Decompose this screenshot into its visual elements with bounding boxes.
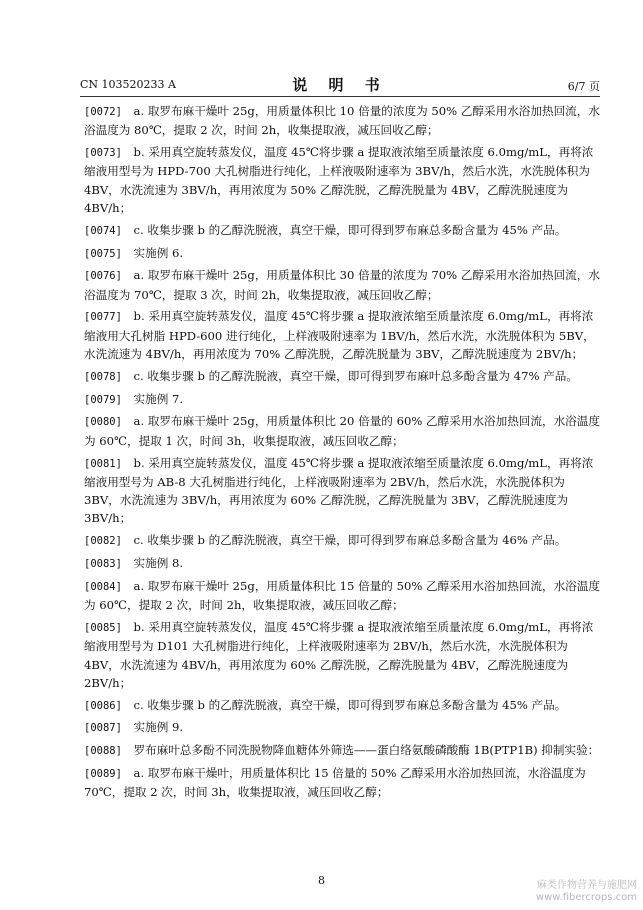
watermark-line-2: www.fibercrops.com xyxy=(535,892,637,903)
page-number: 8 xyxy=(318,874,325,887)
paragraph-number: [0075] xyxy=(84,247,122,260)
paragraph-number: [0077] xyxy=(84,311,122,324)
watermark-line-1: 麻类作物营养与施肥网 xyxy=(537,880,637,891)
paragraph-text: b. 采用真空旋转蒸发仪，温度 45℃将步骤 a 提取液浓缩至质量浓度 6.0mg/mL，再将浓缩液用型号为 AB-8 大孔树脂进行纯化，上样液吸附速率为 2BV/h，然后水洗，水洗脱体积为 3BV，水洗流速为 3BV/h，再用浓度为 60% 乙醇洗脱，乙醇洗脱量为 3BV，乙醇洗脱速度为 3BV/h； xyxy=(84,455,594,526)
paragraph-text: b. 采用真空旋转蒸发仪，温度 45℃将步骤 a 提取液浓缩至质量浓度 6.0mg/mL，再将浓缩液用型号为 HPD-700 大孔树脂进行纯化，上样液吸附速率为 3BV/h，然后水洗，水洗脱体积为 4BV，水洗流速为 3BV/h，再用浓度为 50% 乙醇洗脱，乙醇洗脱量为 4BV，乙醇洗脱速度为 4BV/h； xyxy=(84,145,594,215)
watermark xyxy=(536,880,637,904)
patent-number: CN 103520233 A xyxy=(80,78,176,91)
paragraph xyxy=(84,367,600,386)
paragraph-text: 实施例 6. xyxy=(133,245,184,260)
paragraph-text: c. 收集步骤 b 的乙醇洗脱液，真空干燥，即可得到罗布麻总多酚含量为 46% 产品。 xyxy=(133,533,567,548)
paragraph xyxy=(84,718,600,737)
paragraph xyxy=(84,390,600,409)
paragraph-text: a. 取罗布麻干燥叶 25g，用质量体积比 20 倍量的 60% 乙醇采用水浴加热回流，水浴温度为 60℃，提取 1 次，时间 3h，收集提取液，减压回收乙醇； xyxy=(84,414,600,448)
document-title: 说 明 书 xyxy=(292,76,388,94)
paragraph-text: 实施例 7. xyxy=(133,391,184,406)
paragraph-number: [0083] xyxy=(84,558,122,571)
paragraph xyxy=(84,244,600,263)
paragraph-text: a. 取罗布麻干燥叶，用质量体积比 15 倍量的 50% 乙醇采用水浴加热回流，水浴温度为 70℃，提取 2 次，时间 3h，收集提取液，减压回收乙醇； xyxy=(84,766,586,800)
paragraph xyxy=(84,307,600,363)
paragraph-text: c. 收集步骤 b 的乙醇洗脱液，真空干燥，即可得到罗布麻叶总多酚含量为 47% 产品。 xyxy=(133,368,578,383)
paragraph xyxy=(84,102,600,140)
document-body xyxy=(84,102,600,805)
page-info: 6/7 页 xyxy=(567,80,600,93)
paragraph xyxy=(84,764,600,802)
paragraph-number: [0084] xyxy=(84,580,122,593)
paragraph xyxy=(84,221,600,240)
paragraph xyxy=(84,696,600,715)
paragraph-number: [0073] xyxy=(84,147,122,160)
paragraph xyxy=(84,143,600,217)
paragraph-text: a. 取罗布麻干燥叶 25g，用质量体积比 30 倍量的浓度为 70% 乙醇采用水浴加热回流，水浴温度为 70℃，提取 3 次，时间 2h，收集提取液，减压回收乙醇； xyxy=(84,268,600,302)
paragraph-text: c. 收集步骤 b 的乙醇洗脱液，真空干燥，即可得到罗布麻总多酚含量为 45% 产品。 xyxy=(133,222,567,237)
paragraph-number: [0078] xyxy=(84,370,122,383)
paragraph-number: [0088] xyxy=(84,745,122,758)
paragraph-number: [0085] xyxy=(84,621,122,634)
paragraph-text: c. 收集步骤 b 的乙醇洗脱液，真空干燥，即可得到罗布麻总多酚含量为 45% 产品。 xyxy=(133,697,567,712)
paragraph xyxy=(84,554,600,573)
paragraph xyxy=(84,454,600,528)
paragraph-text: a. 取罗布麻干燥叶 25g，用质量体积比 10 倍量的浓度为 50% 乙醇采用水浴加热回流，水浴温度为 80℃，提取 2 次，时间 2h，收集提取液，减压回收乙醇； xyxy=(84,104,600,138)
paragraph-text: b. 采用真空旋转蒸发仪，温度 45℃将步骤 a 提取液浓缩至质量浓度 6.0mg/mL，再将浓缩液用型号为 D101 大孔树脂进行纯化，上样液吸附速率为 2BV/h，然后水洗，水洗脱体积为 4BV，水洗流速为 4BV/h，再用浓度为 60% 乙醇洗脱，乙醇洗脱量为 4BV，乙醇洗脱速度为 2BV/h； xyxy=(84,619,594,690)
paragraph-text: 实施例 8. xyxy=(133,556,184,571)
paragraph-number: [0086] xyxy=(84,699,122,712)
paragraph-text: a. 取罗布麻干燥叶 25g，用质量体积比 15 倍量的 50% 乙醇采用水浴加热回流，水浴温度为 60℃，提取 2 次，时间 2h，收集提取液，减压回收乙醇； xyxy=(84,578,600,613)
paragraph-number: [0076] xyxy=(84,270,122,283)
paragraph-text: b. 采用真空旋转蒸发仪，温度 45℃将步骤 a 提取液浓缩至质量浓度 6.0mg/mL，再将浓缩液用大孔树脂 HPD-600 进行纯化，上样液吸附速率为 1BV/h，然后水洗，水洗脱体积为 5BV，水洗流速为 4BV/h，再用浓度为 70% 乙醇洗脱，乙醇洗脱量为 3BV，乙醇洗脱速度为 2BV/h； xyxy=(84,309,595,362)
paragraph xyxy=(84,741,600,760)
paragraph-number: [0081] xyxy=(84,457,122,470)
paragraph-number: [0079] xyxy=(84,393,122,406)
paragraph-number: [0087] xyxy=(84,722,122,735)
paragraph-number: [0072] xyxy=(84,106,122,118)
paragraph-text: 罗布麻叶总多酚不同洗脱物降血糖体外筛选——蛋白络氨酸磷酸酶 1B(PTP1B) 抑制实验： xyxy=(133,743,600,758)
page-header xyxy=(80,74,600,94)
paragraph-number: [0089] xyxy=(84,768,122,780)
paragraph xyxy=(84,266,600,304)
paragraph-text: 实施例 9. xyxy=(133,720,184,735)
paragraph xyxy=(84,618,600,692)
paragraph-number: [0080] xyxy=(84,416,122,429)
paragraph-number: [0082] xyxy=(84,535,122,548)
paragraph xyxy=(84,577,600,615)
paragraph-number: [0074] xyxy=(84,224,122,237)
header-divider xyxy=(80,96,600,97)
paragraph xyxy=(84,531,600,550)
paragraph xyxy=(84,412,600,450)
